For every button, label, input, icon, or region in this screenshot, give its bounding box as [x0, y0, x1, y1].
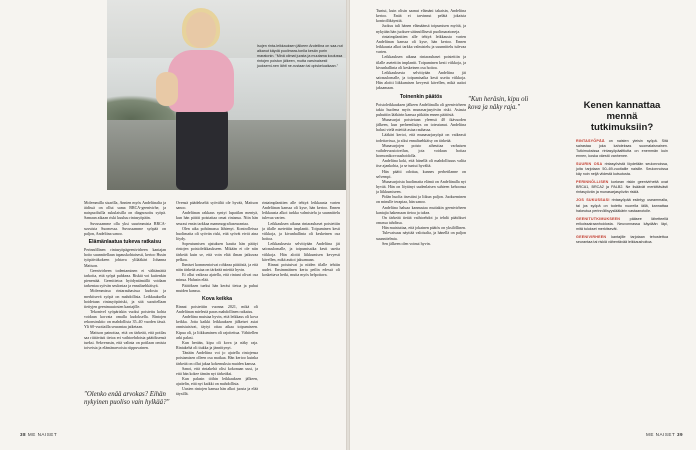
subheading: Elämänlaatua tukeva ratkaisu	[88, 239, 162, 246]
sidebar-item	[576, 162, 668, 177]
paragraph: Rinnat poistuivat ja niiden tilalle tehtiin uudet. Ensimmäinen kerta peilin edessä oli koskettava hetki, mutta myös helpottava.	[262, 261, 340, 278]
brand-name: ME NAISET	[646, 432, 676, 437]
sidebar-item-label: RINTASYÖPÄÄ	[576, 139, 605, 143]
paragraph: Päätöksen tueksi hän keräsi tietoa ja puhui muiden kanssa.	[176, 282, 258, 293]
sidebar-item-label: GEENIVIRHEEN	[576, 234, 607, 239]
sidebar-item-text: pääsee lähetteellä erikoissairaanhoidosta. Neuvonnassa käydään läpi, mitä tulokset merkitsevät.	[576, 216, 669, 231]
left-column-3	[262, 200, 340, 425]
subheading: Toinenkin päätös	[399, 93, 443, 100]
paragraph: Leikkauksesta selvittyään Andeliina jäi sairauslomalle, ja toipumisaika kesti useita viikkoja. Hän aloitti liikkumisen kevyesti kävellen, mikä auttoi jaksamaan.	[262, 241, 340, 262]
paragraph: Tulevaisuus näyttää valoisalta, ja hänellä on paljon suunnitelmia.	[376, 230, 466, 241]
paragraph: Sanoi, että rintakehä olisi kokonaan uusi, ja että hän kokee tämän nyt tärkeäksi.	[176, 365, 258, 376]
paragraph: Lääkäri kertoi, että munasarjasyöpä on vaikeasti todettavissa, ja siksi ennaltaehkäisy on tärkeää.	[376, 132, 466, 143]
paragraph: Hän päätti odottaa, kunnes perhetilanne on selvempi.	[376, 168, 466, 179]
sidebar-item	[576, 180, 668, 195]
sidebar-item-label: PERINNÖLLISEN	[576, 180, 609, 185]
paragraph: Rinnat poistettiin vuonna 2021, mikä oli Andeliinan mielestä paras mahdollinen ratkaisu.	[176, 303, 258, 314]
paragraph: Geenivirheen todentaminen ei välttämättä tarkoita, että syöpä puhkeaa. Riskiä voi kuitenkin pienentää. Geenitietoa hyödyntämällä voidaan tarkentaa syövän seulontaa ja ennaltaehkäisyä.	[84, 267, 166, 289]
paragraph: Perinnöllinen rintasyöpägeenivirheen kantajan hoito suunnitellaan tapauskohtaisesti, kertoo Husin työpäiväkokeen johtava ylilääkäri Johanna Mattson.	[84, 247, 166, 268]
paragraph: Sopeutumisen ajatuksen kautta hän päätyi rintojen poistoleikkaukseen. Mikään ei ole niin tärkeää kuin se, että voin elää ilman jatkuvaa pelkoa.	[176, 241, 258, 262]
sidebar-item-text: rintasyöpää esiintyy useammalla, tai jos syöpä on todettu nuorella iällä, kannattaa hakeutua perinnöllisyyslääkärin vastaanotolle.	[576, 198, 668, 213]
photo-caption	[257, 44, 343, 69]
pull-quote: "Olenko enää arvokas? Eihän nykyinen puoliso vain hylkää?"	[84, 391, 170, 406]
paragraph: rintaimplanttien alle tehtyä leikkausta varten Andeliinan kanssa oli kyse, hän kertoo. Ennen leikkausta alkoi tarkka valmistelu ja suunnittelu tulevaa varten.	[262, 200, 340, 221]
left-column-2	[176, 200, 258, 425]
paragraph: Ihmiset kommentoivat rohkeaa päätöstä, ja että näin tärkeää asiaa on tärkeää miettiä hyvin.	[176, 261, 258, 273]
paragraph: Hän muistuttaa, että jokainen päätös on yksilöllinen.	[382, 225, 466, 231]
runner-figure	[162, 8, 242, 190]
paragraph: Pidän huolta itsestäni ja liikun paljon. Juokseminen on minulle terapiaa, hän sanoo.	[376, 194, 466, 205]
paragraph: Tänään Andeliina voi jo ajatella rintojensa poistamisen olleen osa matkaa. Hän kertoo kuinka tärkeää on ollut jakaa kokemuksia muiden kanssa.	[176, 350, 258, 366]
sidebar-item	[576, 198, 668, 213]
sidebar-item-text: kantajille tarjotaan tehostettua seurantaa tai riskiä vähentävää leikkaushoitoa.	[576, 234, 668, 244]
paragraph: Suvussamme olla yksi suurimmista BRCA-suvuista Suomessa. Suvussamme syöpää on paljon, Andeliina sanoo.	[84, 220, 166, 236]
info-sidebar	[576, 100, 668, 248]
paragraph: Andeliinan rakkaus syntyi lupatilan mentyä, kun hän päätti poistattaa omat rintansa. Niin hän seurasi ensin tarkkaa mammografiaseurantaa.	[176, 210, 258, 226]
paragraph: Andeliina haluaa kannustaa muitakin geenivirheen kantajia hakemaan tietoa ja tukea.	[376, 204, 466, 215]
brand-name: ME NAISET	[27, 432, 58, 437]
sidebar-item-label: JOS SUKUSSASI	[576, 198, 610, 203]
paragraph: Molemmilla sisarilla, Annien myös Andeliinalta ja äidissä on ollut sama BRCA-geenivirhe, ja naispuolisilla sukulaisilla on diagnosoitu syöpä. Samaan aikaan riski kuuluu rintasyöpään.	[84, 200, 166, 221]
folio-left	[20, 432, 57, 437]
left-page	[0, 0, 346, 450]
pull-quote-right: "Kun heräsin, kipu oli kova ja näky raja."	[468, 96, 529, 111]
paragraph: Ovensä päädekseltä syövältä ole hyvää, Mattson sanoo.	[176, 200, 258, 211]
paragraph: Olen aika pohtimassa lähtenyt. Kontrolleissa huolimatta oli syövän riski, että syövät eivät aina löydy.	[176, 225, 258, 242]
paragraph: Munasarjat poistetaan yleensä 40 ikävuoden jälkeen, kun perheenlisäys on toteutunut. Andeliina halusi vielä miettiä asiaa rauhassa.	[376, 116, 466, 133]
sidebar-title: Kenen kannattaa mennä tutkimuksiin?	[583, 100, 661, 133]
paragraph: Leikkauksen aikana rintarauhaset poistettiin ja tilalle asetettiin implantit. Toipuminen kesti viikkoja, ja kivunhallinta oli keskeinen osa hoitoa.	[376, 54, 466, 70]
left-column-1	[84, 200, 166, 350]
paragraph: Molemmissa rintarauhasissa kudosta ja merkitsevä syöpä on mahdollista. Leikkauksella hoidetaan rintasyöpäriski, ja sitä suositellaan tiettyjen geenimuutosten kantajille.	[84, 288, 166, 309]
sidebar-item	[576, 217, 668, 232]
paragraph: Juoksu tuli hänen elämäänsä toipumisen myötä, ja nykyään hän juoksee säännöllisesti puolimaratoneja.	[376, 23, 466, 34]
paragraph: Munasarjojen poisto aiheuttaa varhaisen vaihdevuosioireilun, jota voidaan hoitaa hormonikorvaushoidolla.	[376, 142, 466, 159]
paragraph: Munasarjoista huolimatta elämä on Andeliinalla nyt hyvää. Hän on löytänyt uudenlaisen suhteen kehoonsa ja liikkumiseen.	[376, 178, 466, 195]
paragraph: Andeliina koki, että hänellä oli mahdollisuus valita itse ajankohta, ja se tuntui hyvältä.	[376, 158, 466, 169]
folio-right	[646, 432, 683, 437]
paragraph: Leikkauksen aikana rintarauhaset poistettiin ja tilalle asetettiin implantit. Toipuminen kesti viikkoja, ja kivunhallinta oli keskeinen osa hoitoa.	[262, 220, 340, 242]
sidebar-item	[576, 235, 668, 245]
paragraph: Sen jälkeen olen voinut hyvin.	[382, 240, 431, 246]
sidebar-item-text: on naisten yleisin syöpä. Sitä sairastaa joka kahdeksas suomalaisnainen. Tutkimuksissa rintasyöpäalttiutta on enemmän kuin ennen, koska väestö vanhenee.	[576, 139, 668, 159]
sidebar-item-label: GEENITUTKIMUKSEEN	[576, 216, 621, 221]
paragraph: rintaimplanttien alle tehtyä leikkausta varten Andeliinan kanssa oli kyse, hän kertoo. Ennen leikkausta alkoi tarkka valmistelu ja suunnittelu tulevaa varten.	[376, 33, 466, 55]
sidebar-item-text: rintasyövistä löydetään seulonnoissa, joita tarjotaan 50–69-vuotiaille naisille. Seulonnoissa käy noin neljä viidestä kutsutusta.	[576, 162, 669, 177]
sidebar-item	[576, 139, 668, 159]
paragraph: Uusien rintojen kanssa hän alkoi juosta ja elää täysillä.	[176, 386, 258, 397]
page-number: 39	[676, 432, 684, 437]
sidebar-item-label: SUURIN OSA	[576, 162, 603, 167]
paragraph: Kun herään, kipu oli kova ja näky raja. Rintakehä oli tiukka ja jännittynyt.	[176, 339, 258, 351]
paragraph: Leikkauksesta selvittyään Andeliina jäi sairauslomalle, ja toipumisaika kesti useita viikkoja. Hän aloitti liikkumisen kevyesti kävellen, mikä auttoi jaksamaan.	[376, 69, 466, 91]
photo-caption-text: Isojen rinta-leikkauksen jälkeen Andeliina on saa-nut alkanut käydä puolimara-tonlla kesän porin maratonin. "Minä olimat juosta ja muutama koulussa rintojen poiston jälkeen, mutta varsinaisesti juoksemi-nen lähti ne-rustaan tai opiskeluaikaan."	[257, 44, 343, 68]
paragraph: Tekonivel syöpäriskin vuoksi poistettu kohta voidaan korvata omalla kudoksella. Rintojen rekonstruktio on mahdollista 35–40 vuoden iässä. Yli 60-vuotiailla seurantaa jatketaan.	[84, 308, 166, 330]
paragraph: Mattson painottaa, että on tärkeää, että potilas saa riittävästi tietoa eri vaihtoehdoista päätöksensä tueksi. Sekvenssin, että valinta on potilaan omista toiveista ja elämänarvoista riippuvainen.	[84, 329, 166, 351]
paragraph: Ei ollut vaikeaa ajatella, että rintani olivat osa minua. Halusin elää.	[176, 272, 258, 283]
paragraph: Tuntui, kuin olisin saanut elämäni takaisin, Andeliina kertoo. Enää ei tarvinnut pelätä jokaista kontrollikäyntiä.	[376, 8, 466, 24]
page-number: 38	[20, 432, 27, 437]
subheading: Kova keikka	[202, 295, 232, 302]
paragraph: Andeliina muistaa hyvin, että leikkaus oli kova keikka. Jotta kaikki leikkauksen jälkeiset asiat onnistuisivat, täytyi ottaa aikaa toipumiseen. Kipua oli, ja liikkuminen oli rajoitettua. Vähitellen arki palasi.	[176, 314, 258, 340]
paragraph: Poistoleikkauksen jälkeen Andeliinalla oli geenivirheen takia huolena myös munasarjasyövän riski. Asiasta puhuttiin lääkärin kanssa pitkään ennen päätöstä.	[376, 101, 466, 117]
paragraph: On tärkeää tietää vaihtoehdot ja tehdä päätökset omassa tahdissa.	[376, 214, 466, 226]
paragraph: Kun palasin töihin leikkauksen jälkeen, ajattelin, että nyt kaikki on mahdollista.	[176, 376, 258, 387]
runner-photo	[107, 0, 346, 190]
right-column-1	[376, 8, 466, 423]
sidebar-item-text: korkean riskin geenivirheitä ovat BRCA1, BRCA2 ja PALB2. Ne lisäävät merkittävästi rintasyövän ja munasarjasyövän riskiä.	[576, 180, 668, 195]
